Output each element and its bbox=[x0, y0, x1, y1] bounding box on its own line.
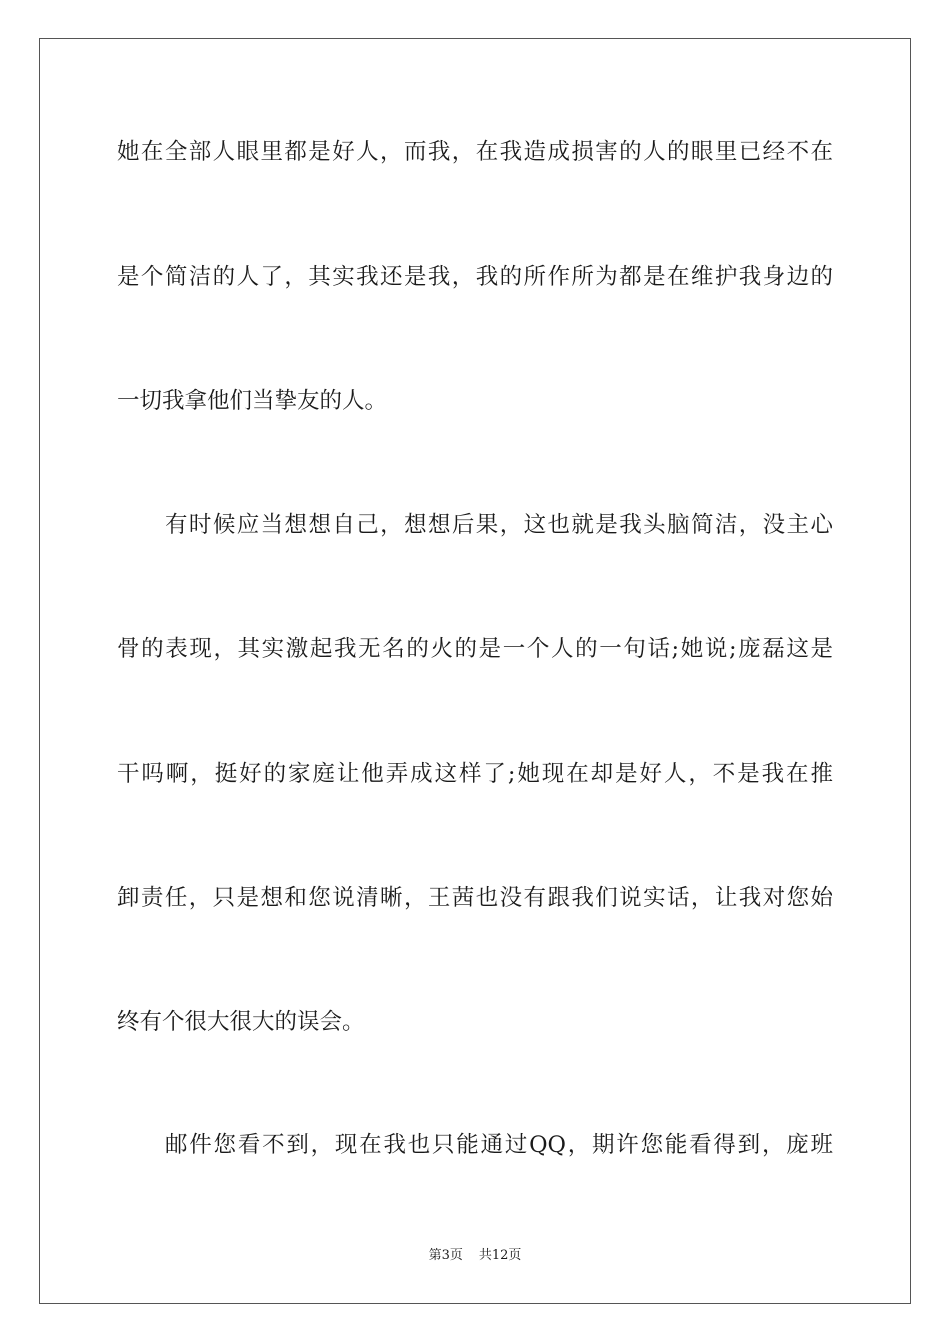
page-footer bbox=[0, 1247, 950, 1265]
text-line: 她在全部人眼里都是好人，而我，在我造成损害的人的眼里已经不在 bbox=[117, 139, 833, 165]
paragraph-first-line: 邮件您看不到，现在我也只能通过QQ，期许您能看得到，庞班 bbox=[165, 1132, 833, 1158]
page-total: 共12页 bbox=[478, 1248, 522, 1263]
text-line: 骨的表现，其实激起我无名的火的是一个人的一句话;她说;庞磊这是 bbox=[117, 636, 833, 662]
paragraph-first-line: 有时候应当想想自己，想想后果，这也就是我头脑简洁，没主心 bbox=[165, 512, 833, 538]
text-line: 是个简洁的人了，其实我还是我，我的所作所为都是在维护我身边的 bbox=[117, 264, 833, 290]
text-line: 干吗啊，挺好的家庭让他弄成这样了;她现在却是好人，不是我在推 bbox=[117, 761, 833, 787]
text-line: 终有个很大很大的误会。 bbox=[117, 1009, 365, 1035]
text-line: 卸责任，只是想和您说清晰，王茜也没有跟我们说实话，让我对您始 bbox=[117, 885, 833, 911]
text-line: 一切我拿他们当挚友的人。 bbox=[117, 388, 388, 414]
page-number: 第3页 bbox=[428, 1248, 463, 1263]
page-border bbox=[39, 38, 911, 1304]
